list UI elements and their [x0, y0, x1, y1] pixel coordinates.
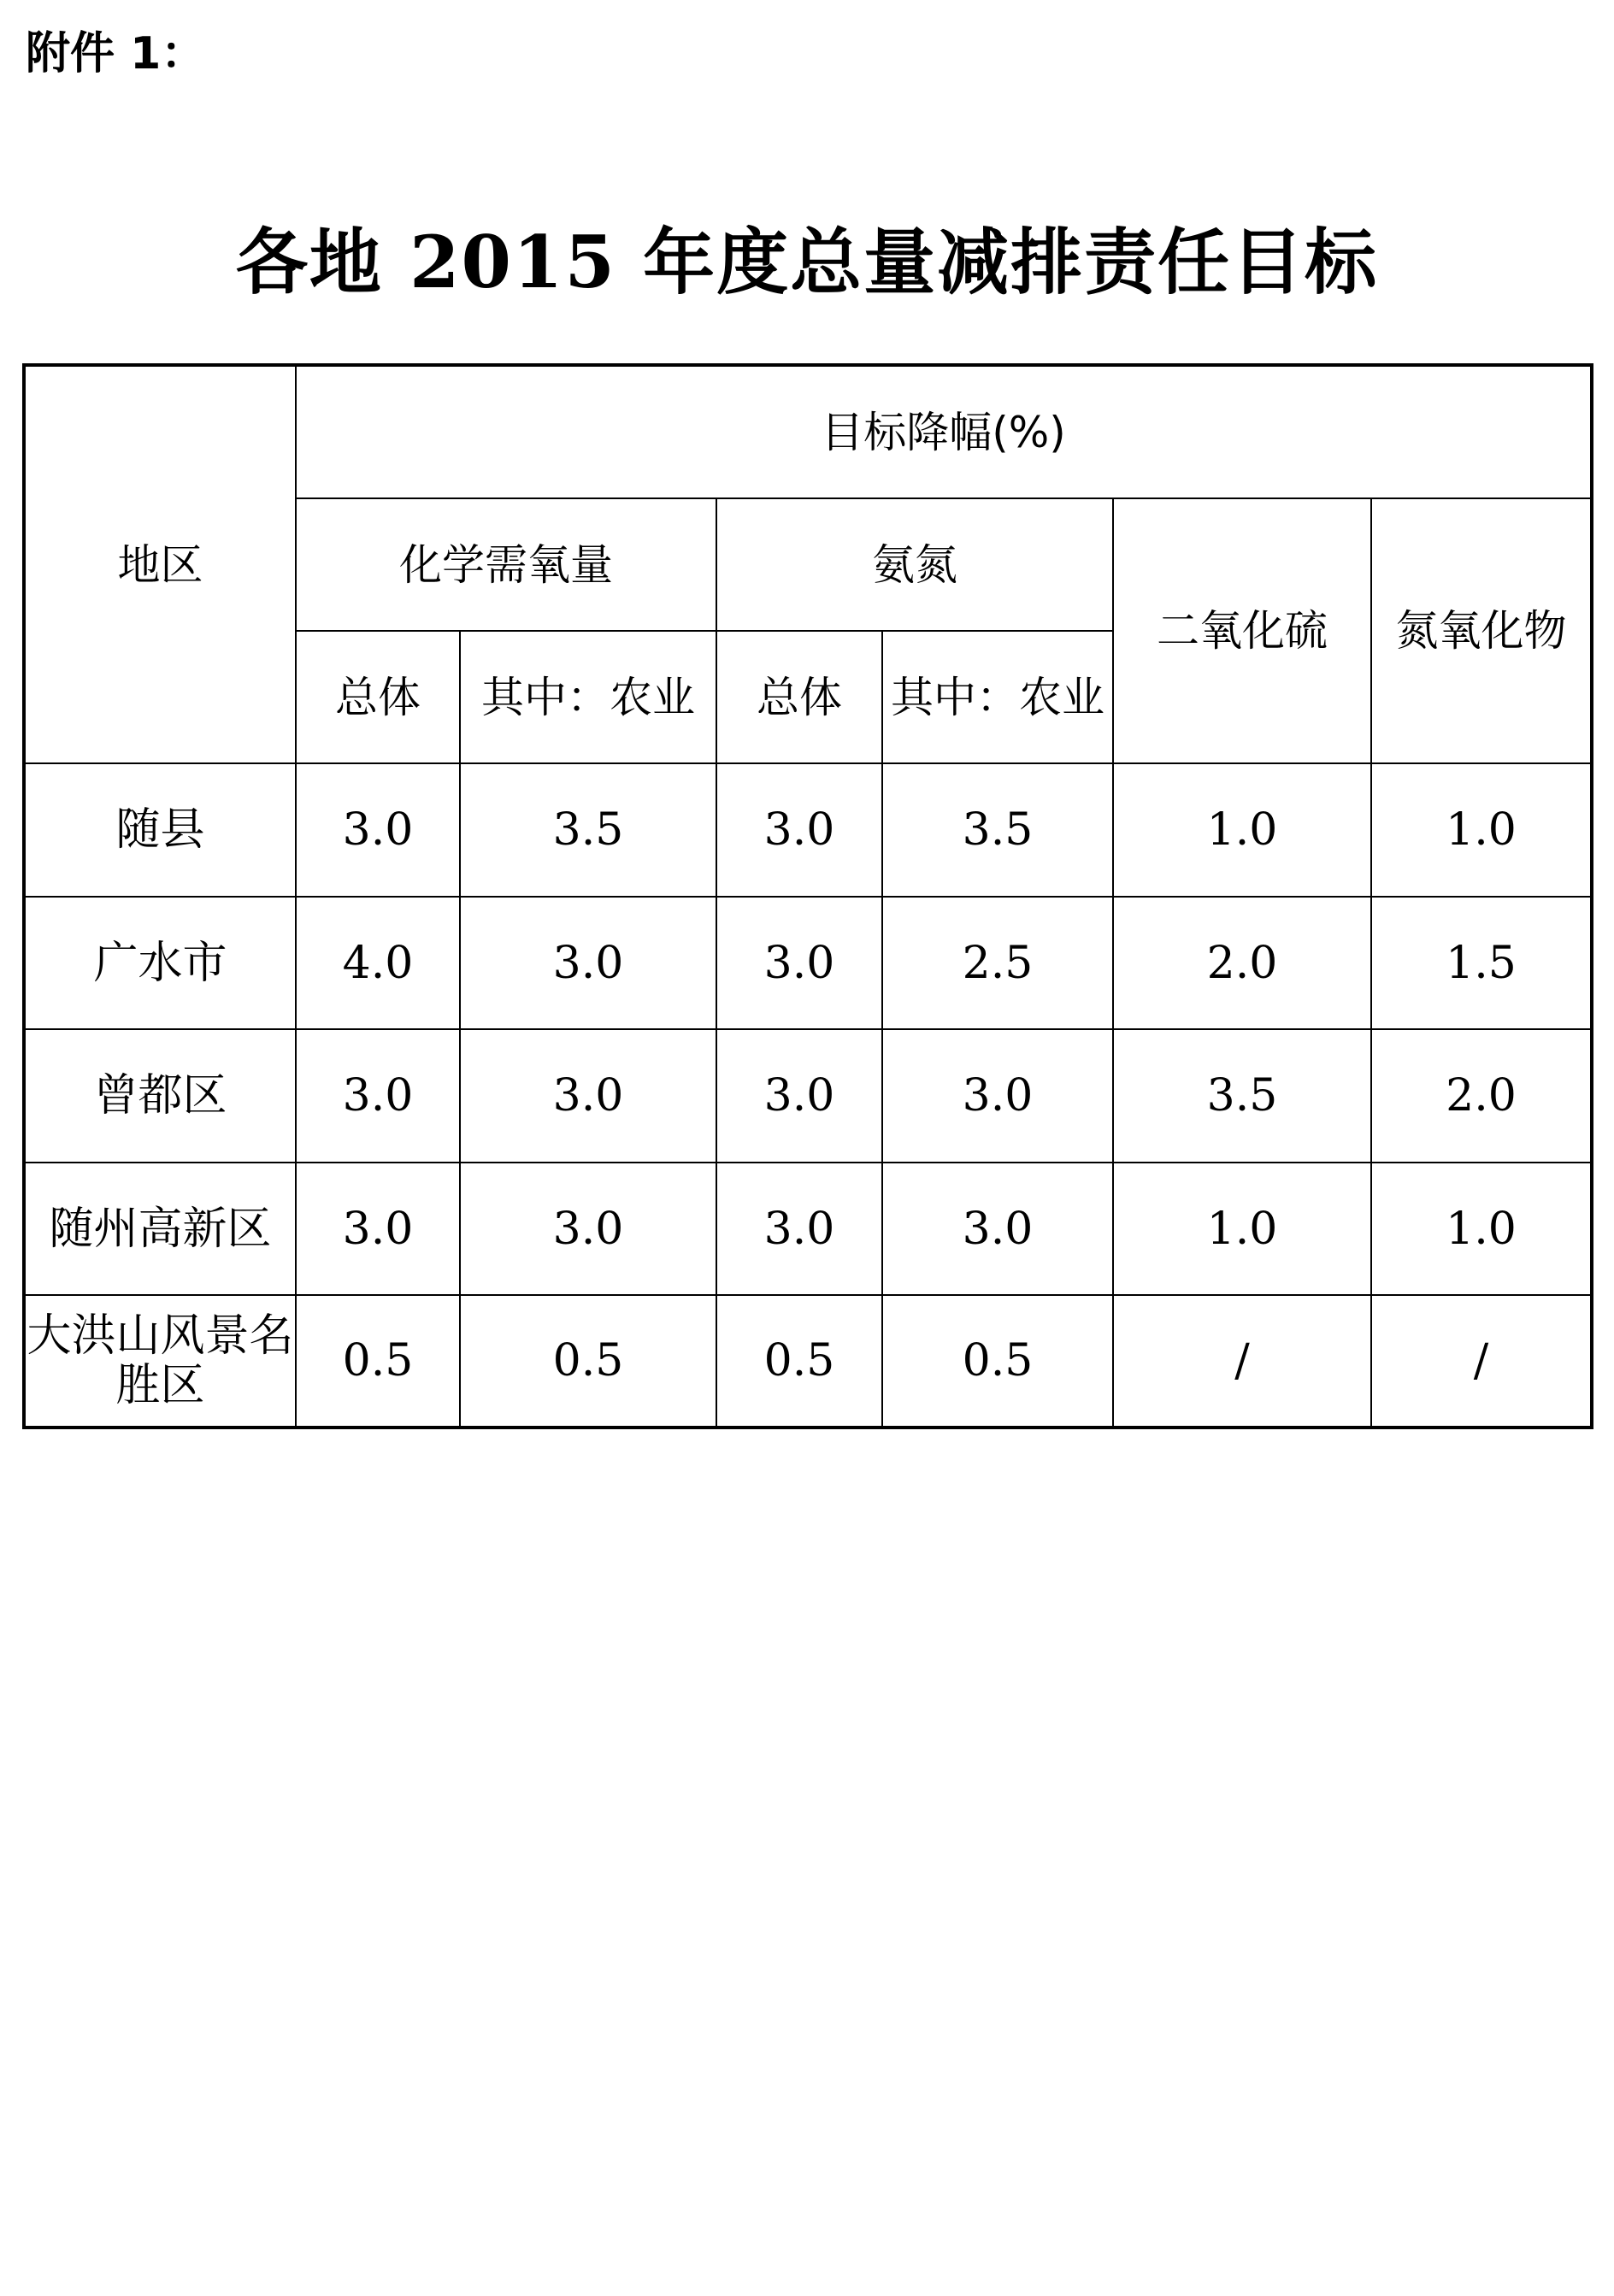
- nitrogen-oxides-cell: 1.0: [1371, 763, 1592, 897]
- nitrogen-oxides-cell: /: [1371, 1295, 1592, 1428]
- region-cell: 广水市: [24, 897, 296, 1029]
- ammonia-total-cell: 3.0: [716, 897, 882, 1029]
- nitrogen-oxides-header: 氮氧化物: [1371, 498, 1592, 763]
- sulfur-dioxide-header: 二氧化硫: [1113, 498, 1371, 763]
- ammonia-total-cell: 3.0: [716, 1163, 882, 1295]
- ammonia-agriculture-cell: 3.0: [882, 1163, 1113, 1295]
- ammonia-total-cell: 3.0: [716, 1029, 882, 1163]
- cod-total-cell: 3.0: [296, 1029, 460, 1163]
- cod-agriculture-cell: 3.0: [460, 1029, 716, 1163]
- region-cell: 大洪山风景名胜区: [24, 1295, 296, 1428]
- cod-agriculture-header: 其中：农业: [460, 631, 716, 763]
- cod-total-cell: 3.0: [296, 763, 460, 897]
- cod-agriculture-cell: 3.5: [460, 763, 716, 897]
- sulfur-dioxide-cell: 2.0: [1113, 897, 1371, 1029]
- attachment-label: 附件 1：: [26, 28, 206, 79]
- region-cell: 随州高新区: [24, 1163, 296, 1295]
- sulfur-dioxide-cell: 1.0: [1113, 763, 1371, 897]
- ammonia-agriculture-cell: 2.5: [882, 897, 1113, 1029]
- nitrogen-oxides-cell: 1.0: [1371, 1163, 1592, 1295]
- nitrogen-oxides-cell: 2.0: [1371, 1029, 1592, 1163]
- cod-header: 化学需氧量: [296, 498, 716, 631]
- cod-total-cell: 3.0: [296, 1163, 460, 1295]
- cod-total-cell: 4.0: [296, 897, 460, 1029]
- table-row: [24, 1163, 1592, 1295]
- ammonia-agriculture-cell: 0.5: [882, 1295, 1113, 1428]
- sulfur-dioxide-cell: 3.5: [1113, 1029, 1371, 1163]
- table-row: [24, 1295, 1592, 1428]
- table-row: [24, 897, 1592, 1029]
- region-cell: 曾都区: [24, 1029, 296, 1163]
- cod-agriculture-cell: 3.0: [460, 1163, 716, 1295]
- ammonia-total-cell: 3.0: [716, 763, 882, 897]
- ammonia-nitrogen-header: 氨氮: [716, 498, 1113, 631]
- sulfur-dioxide-cell: 1.0: [1113, 1163, 1371, 1295]
- target-reduction-header: 目标降幅(%): [296, 365, 1592, 498]
- cod-agriculture-cell: 0.5: [460, 1295, 716, 1428]
- ammonia-total-cell: 0.5: [716, 1295, 882, 1428]
- nitrogen-oxides-cell: 1.5: [1371, 897, 1592, 1029]
- table-row: [24, 763, 1592, 897]
- table-row: [24, 1029, 1592, 1163]
- cod-total-header: 总体: [296, 631, 460, 763]
- region-cell: 随县: [24, 763, 296, 897]
- document-title: 各地 2015 年度总量减排责任目标: [235, 220, 1379, 304]
- cod-agriculture-cell: 3.0: [460, 897, 716, 1029]
- ammonia-agriculture-cell: 3.0: [882, 1029, 1113, 1163]
- ammonia-total-header: 总体: [716, 631, 882, 763]
- sulfur-dioxide-cell: /: [1113, 1295, 1371, 1428]
- ammonia-agriculture-cell: 3.5: [882, 763, 1113, 897]
- region-header: 地区: [24, 365, 296, 763]
- emission-targets-table: [22, 363, 1593, 1429]
- cod-total-cell: 0.5: [296, 1295, 460, 1428]
- ammonia-agriculture-header: 其中：农业: [882, 631, 1113, 763]
